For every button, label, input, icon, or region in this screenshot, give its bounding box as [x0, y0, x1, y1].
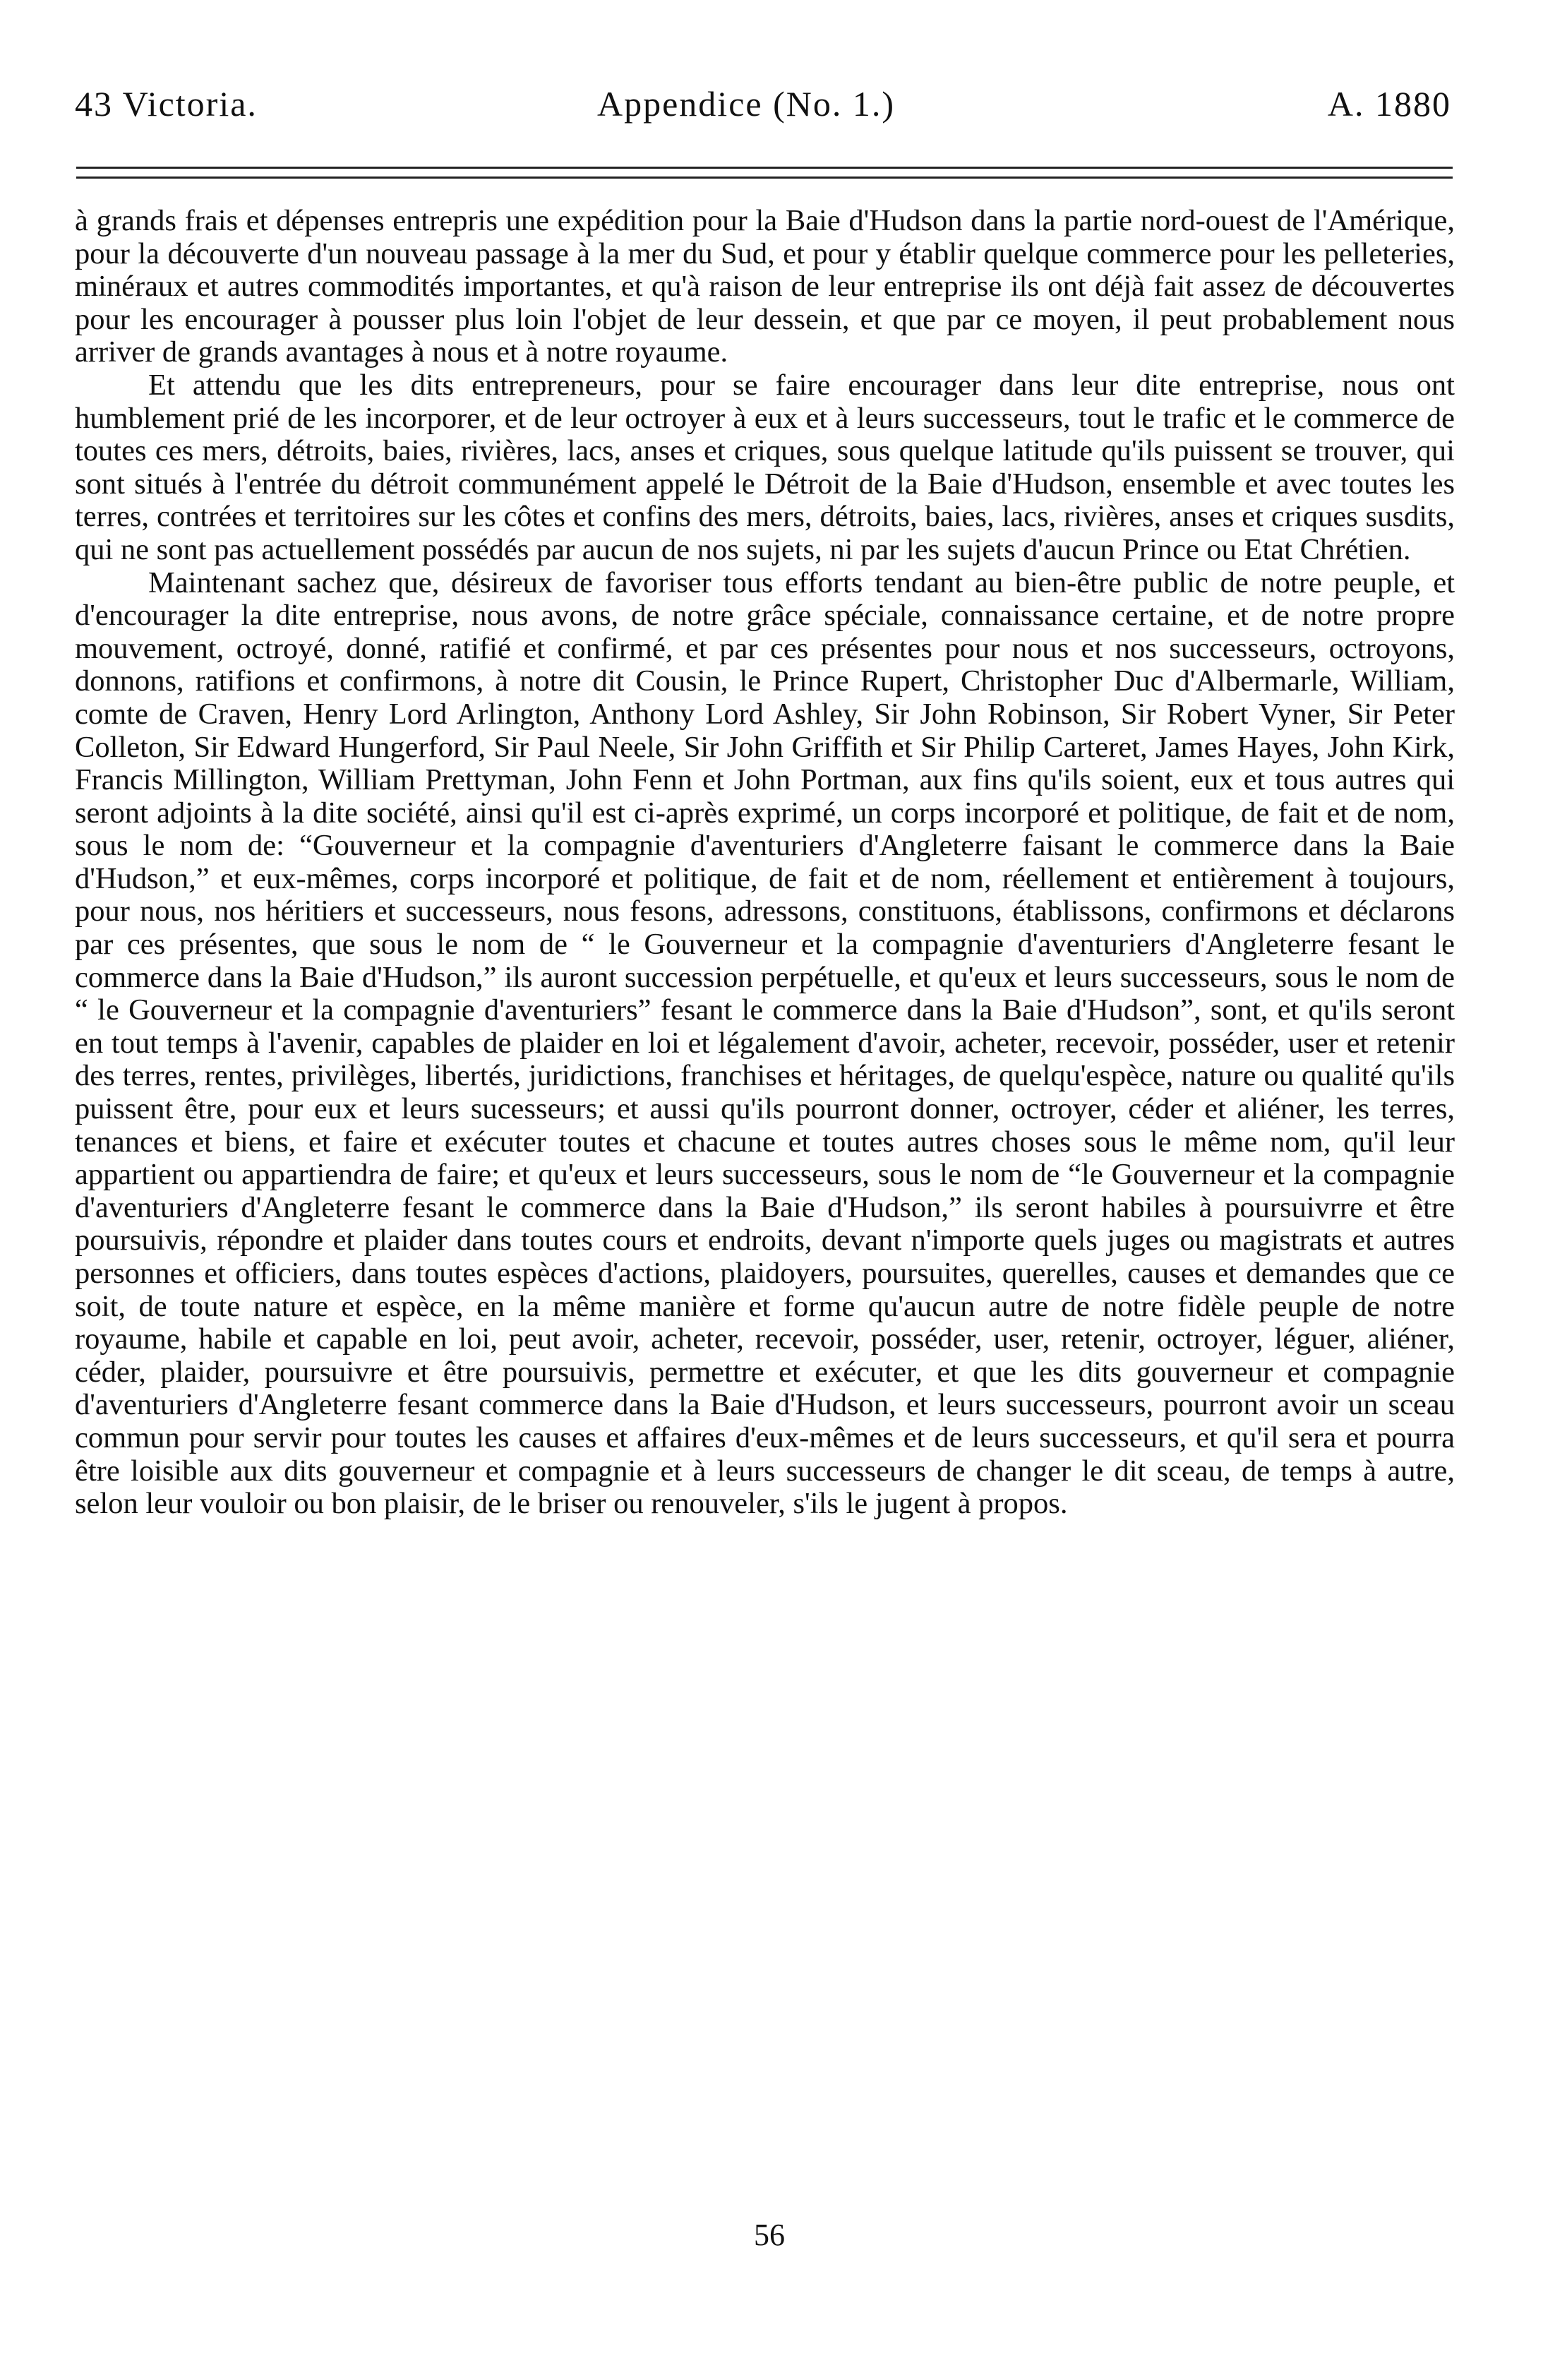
header-year: A. 1880 [1327, 84, 1451, 124]
header-rule-bottom [76, 177, 1453, 179]
body-text [75, 205, 1455, 1521]
header-session: 43 Victoria. [75, 84, 258, 124]
paragraph-grant: Maintenant sachez que, désireux de favoriser tous efforts tendant au bien-être public de notre peuple, et d'encourager la dite entreprise, nous avons, de notre grâce spéciale, connaissance certaine, et de notre propre mouvement, octroyé, donné, ratifié et confirmé, et par ces présentes pour nous et nos successeurs, octroyons, donnons, ratifions et confirmons, à notre dit Cousin, le Prince Rupert, Christopher Duc d'Albermarle, William, comte de Craven, Henry Lord Arlington, Anthony Lord Ashley, Sir John Robinson, Sir Robert Vyner, Sir Peter Colleton, Sir Edward Hungerford, Sir Paul Neele, Sir John Griffith et Sir Philip Carteret, James Hayes, John Kirk, Francis Millington, William Prettyman, John Fenn et John Portman, aux fins qu'ils soient, eux et tous autres qui seront adjoints à la dite société, ainsi qu'il est ci-après exprimé, un corps incorporé et politique, de fait et de nom, sous le nom de: “Gouverneur et la compagnie d'aventuriers d'Angleterre faisant le commerce dans la Baie d'Hudson,” et eux-mêmes, corps incorporé et politique, de fait et de nom, réellement et entièrement à toujours, pour nous, nos héritiers et successeurs, nous fesons, adressons, constituons, établissons, confirmons et déclarons par ces présentes, que sous le nom de “ le Gouverneur et la compagnie d'aventuriers d'Angleterre fesant le commerce dans la Baie d'Hudson,” ils auront succession perpétuelle, et qu'eux et leurs successeurs, sous le nom de “ le Gouverneur et la compagnie d'aventuriers” fesant le commerce dans la Baie d'Hudson”, sont, et qu'ils seront en tout temps à l'avenir, capables de plaider en loi et légalement d'avoir, acheter, recevoir, posséder, user et retenir des terres, rentes, privilèges, libertés, juridictions, franchises et héritages, de quelqu'espèce, nature ou qualité qu'ils puissent être, pour eux et leurs sucesseurs; et aussi qu'ils pourront donner, octroyer, céder et aliéner, les terres, tenances et biens, et faire et exécuter toutes et chacune et toutes autres choses sous le même nom, qu'il leur appartient ou appartiendra de faire; et qu'eux et leurs successeurs, sous le nom de “le Gouverneur et la compagnie d'aventuriers d'Angleterre fesant le commerce dans la Baie d'Hudson,” ils seront habiles à poursuivrre et être poursuivis, répondre et plaider dans toutes cours et endroits, devant n'importe quels juges ou magistrats et autres personnes et officiers, dans toutes espèces d'actions, plaidoyers, poursuites, querelles, causes et demandes que ce soit, de toute nature et espèce, en la même manière et forme qu'aucun autre de notre fidèle peuple de notre royaume, habile et capable en loi, peut avoir, acheter, recevoir, posséder, user, retenir, octroyer, léguer, aliéner, céder, plaider, poursuivre et être poursuivis, permettre et exécuter, et que les dits gouverneur et compagnie d'aventuriers d'Angleterre fesant commerce dans la Baie d'Hudson, et leurs successeurs, pourront avoir un sceau commun pour servir pour toutes les causes et affaires d'eux-mêmes et de leurs successeurs, et qu'il sera et pourra être loisible aux dits gouverneur et compagnie et à leurs successeurs de changer le dit sceau, de temps à autre, selon leur vouloir ou bon plaisir, de le briser ou renouveler, s'ils le jugent à propos. [75, 566, 1455, 1521]
paragraph-whereas: Et attendu que les dits entrepreneurs, pour se faire encourager dans leur dite entreprise, nous ont humblement prié de les incorporer, et de leur octroyer à eux et à leurs successeurs, tout le trafic et le commerce de toutes ces mers, détroits, baies, rivières, lacs, anses et criques, sous quelque latitude qu'ils puissent se trouver, qui sont situés à l'entrée du détroit communément appelé le Détroit de la Baie d'Hudson, ensemble et avec toutes les terres, contrées et territoires sur les côtes et confins des mers, détroits, baies, lacs, rivières, anses et criques susdits, qui ne sont pas actuellement possédés par aucun de nos sujets, ni par les sujets d'aucun Prince ou Etat Chrétien. [75, 368, 1455, 566]
paragraph-continued: à grands frais et dépenses entrepris une expédition pour la Baie d'Hudson dans la partie nord-ouest de l'Amérique, pour la découverte d'un nouveau passage à la mer du Sud, et pour y établir quelque commerce pour les pelleteries, minéraux et autres commodités importantes, et qu'à raison de leur entreprise ils ont déjà fait assez de découvertes pour les encourager à pousser plus loin l'objet de leur dessein, et que par ce moyen, il peut probablement nous arriver de grands avantages à nous et à notre royaume. [75, 204, 1455, 369]
header-rule-top [76, 167, 1453, 169]
header-appendix: Appendice (No. 1.) [597, 84, 895, 124]
running-header [75, 83, 1451, 140]
page-number: 56 [754, 2218, 785, 2252]
